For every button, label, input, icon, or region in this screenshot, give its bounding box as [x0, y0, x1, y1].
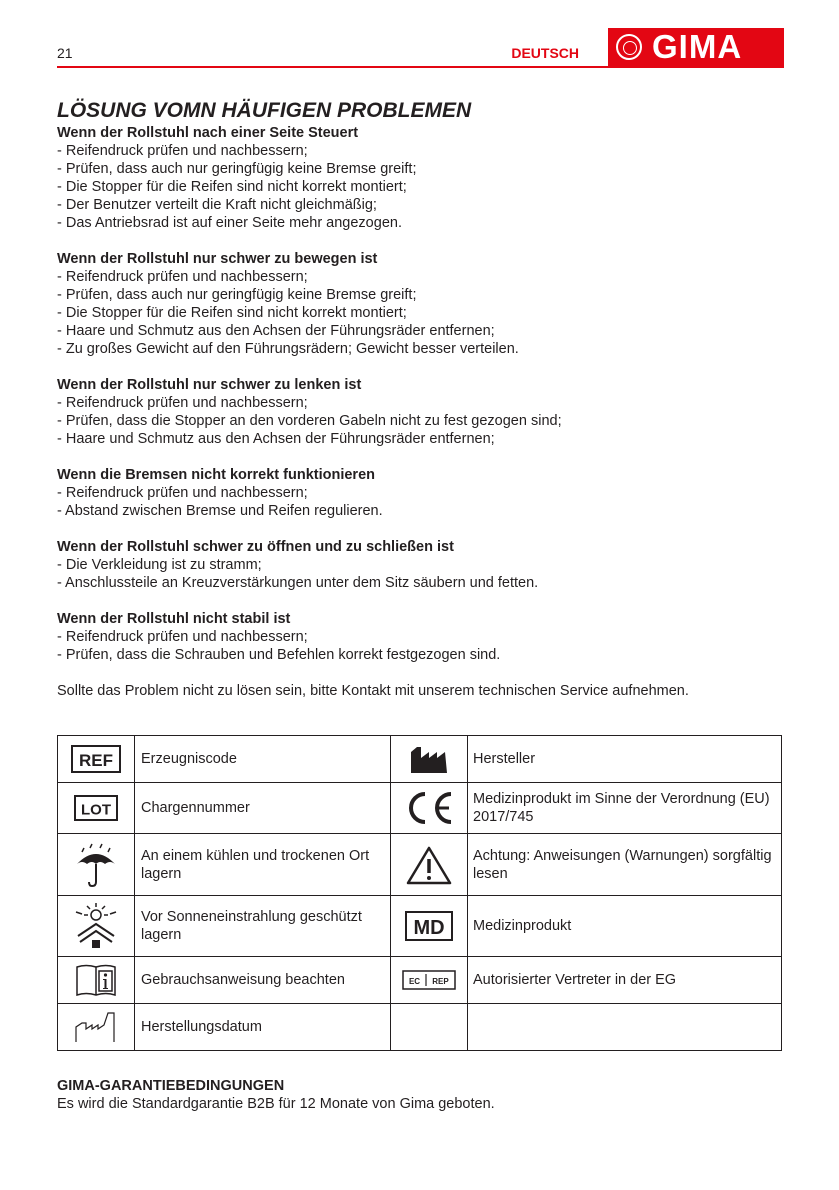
sunlight-icon	[58, 896, 135, 957]
section-brakes	[57, 466, 784, 520]
symbol-description: An einem kühlen und trockenen Ort lagern	[135, 834, 391, 896]
symbol-description: Chargennummer	[135, 783, 391, 834]
section-steers-to-side	[57, 124, 784, 232]
md-label: MD	[413, 917, 445, 939]
section-not-stable	[57, 610, 784, 664]
section-title: Wenn der Rollstuhl nicht stabil ist	[57, 611, 291, 627]
symbol-description: Gebrauchsanweisung beachten	[135, 957, 391, 1004]
list-item: - Haare und Schmutz aus den Achsen der Führungsräder entfernen;	[57, 431, 495, 447]
table-row	[58, 896, 782, 957]
list-item: - Reifendruck prüfen und nachbessern;	[57, 395, 308, 411]
ec-rep-icon	[391, 957, 468, 1004]
gima-logo	[608, 28, 784, 66]
section-open-close	[57, 538, 784, 592]
table-row	[58, 1004, 782, 1051]
header-rule	[57, 66, 784, 68]
manufacturer-icon	[391, 736, 468, 783]
section-title: Wenn der Rollstuhl nur schwer zu lenken ist	[57, 377, 362, 393]
ref-symbol-icon	[58, 736, 135, 783]
warning-triangle-icon	[391, 834, 468, 896]
warranty-title: GIMA-GARANTIEBEDINGUNGEN	[57, 1078, 285, 1094]
section-hard-to-move	[57, 250, 784, 358]
logo-seal-icon	[616, 34, 642, 60]
list-item: - Haare und Schmutz aus den Achsen der Führungsräder entfernen;	[57, 323, 495, 339]
empty-cell	[468, 1004, 782, 1051]
list-item: - Anschlussteile an Kreuzverstärkungen unter dem Sitz säubern und fetten.	[57, 575, 539, 591]
list-item: - Zu großes Gewicht auf den Führungsrädern; Gewicht besser verteilen.	[57, 341, 519, 357]
list-item: - Das Antriebsrad ist auf einer Seite mehr angezogen.	[57, 215, 402, 231]
page-number: 21	[57, 45, 73, 61]
list-item: - Prüfen, dass auch nur geringfügig keine Bremse greift;	[57, 287, 417, 303]
warranty-section	[57, 1077, 784, 1113]
list-item: - Prüfen, dass auch nur geringfügig keine Bremse greift;	[57, 161, 417, 177]
manufacture-date-icon	[58, 1004, 135, 1051]
contact-note: Sollte das Problem nicht zu lösen sein, bitte Kontakt mit unserem technischen Service aufnehmen.	[57, 683, 689, 699]
list-item: - Die Stopper für die Reifen sind nicht korrekt montiert;	[57, 179, 407, 195]
symbol-description: Medizinprodukt	[468, 896, 782, 957]
troubleshooting-content	[57, 98, 784, 700]
symbol-description: Herstellungsdatum	[135, 1004, 391, 1051]
symbol-description: Autorisierter Vertreter in der EG	[468, 957, 782, 1004]
section-hard-to-steer	[57, 376, 784, 448]
table-row	[58, 783, 782, 834]
list-item: - Reifendruck prüfen und nachbessern;	[57, 485, 308, 501]
section-title: Wenn der Rollstuhl schwer zu öffnen und zu schließen ist	[57, 539, 454, 555]
table-row	[58, 957, 782, 1004]
list-item: - Prüfen, dass die Stopper an den vorderen Gabeln nicht zu fest gezogen sind;	[57, 413, 562, 429]
warranty-text: Es wird die Standardgarantie B2B für 12 Monate von Gima geboten.	[57, 1096, 495, 1112]
language-label: DEUTSCH	[511, 45, 579, 61]
symbol-description: Erzeugniscode	[135, 736, 391, 783]
ec-label: EC	[408, 977, 421, 986]
ce-mark-icon	[391, 783, 468, 834]
logo-text: GIMA	[652, 28, 743, 65]
symbols-table	[57, 735, 782, 1051]
list-item: - Der Benutzer verteilt die Kraft nicht gleichmäßig;	[57, 197, 377, 213]
list-item: - Die Stopper für die Reifen sind nicht korrekt montiert;	[57, 305, 407, 321]
symbol-description: Achtung: Anweisungen (Warnungen) sorgfältig lesen	[468, 834, 782, 896]
list-item: - Die Verkleidung ist zu stramm;	[57, 557, 262, 573]
lot-symbol-icon	[58, 783, 135, 834]
list-item: - Reifendruck prüfen und nachbessern;	[57, 269, 308, 285]
lot-label: LOT	[81, 801, 111, 819]
rep-label: REP	[432, 977, 449, 986]
section-title: Wenn die Bremsen nicht korrekt funktionieren	[57, 467, 375, 483]
section-title: Wenn der Rollstuhl nur schwer zu bewegen ist	[57, 251, 378, 267]
empty-cell	[391, 1004, 468, 1051]
instructions-icon	[58, 957, 135, 1004]
list-item: - Prüfen, dass die Schrauben und Befehlen korrekt festgezogen sind.	[57, 647, 501, 663]
list-item: - Abstand zwischen Bremse und Reifen regulieren.	[57, 503, 383, 519]
list-item: - Reifendruck prüfen und nachbessern;	[57, 629, 308, 645]
list-item: - Reifendruck prüfen und nachbessern;	[57, 143, 308, 159]
md-symbol-icon	[391, 896, 468, 957]
table-row	[58, 736, 782, 783]
ref-label: REF	[79, 751, 113, 770]
table-row	[58, 834, 782, 896]
symbol-description: Hersteller	[468, 736, 782, 783]
symbol-description: Medizinprodukt im Sinne der Verordnung (EU) 2017/745	[468, 783, 782, 834]
section-title: Wenn der Rollstuhl nach einer Seite Steuert	[57, 125, 359, 141]
umbrella-icon	[58, 834, 135, 896]
page-title: LÖSUNG VOMN HÄUFIGEN PROBLEMEN	[57, 99, 472, 122]
symbol-description: Vor Sonneneinstrahlung geschützt lagern	[135, 896, 391, 957]
